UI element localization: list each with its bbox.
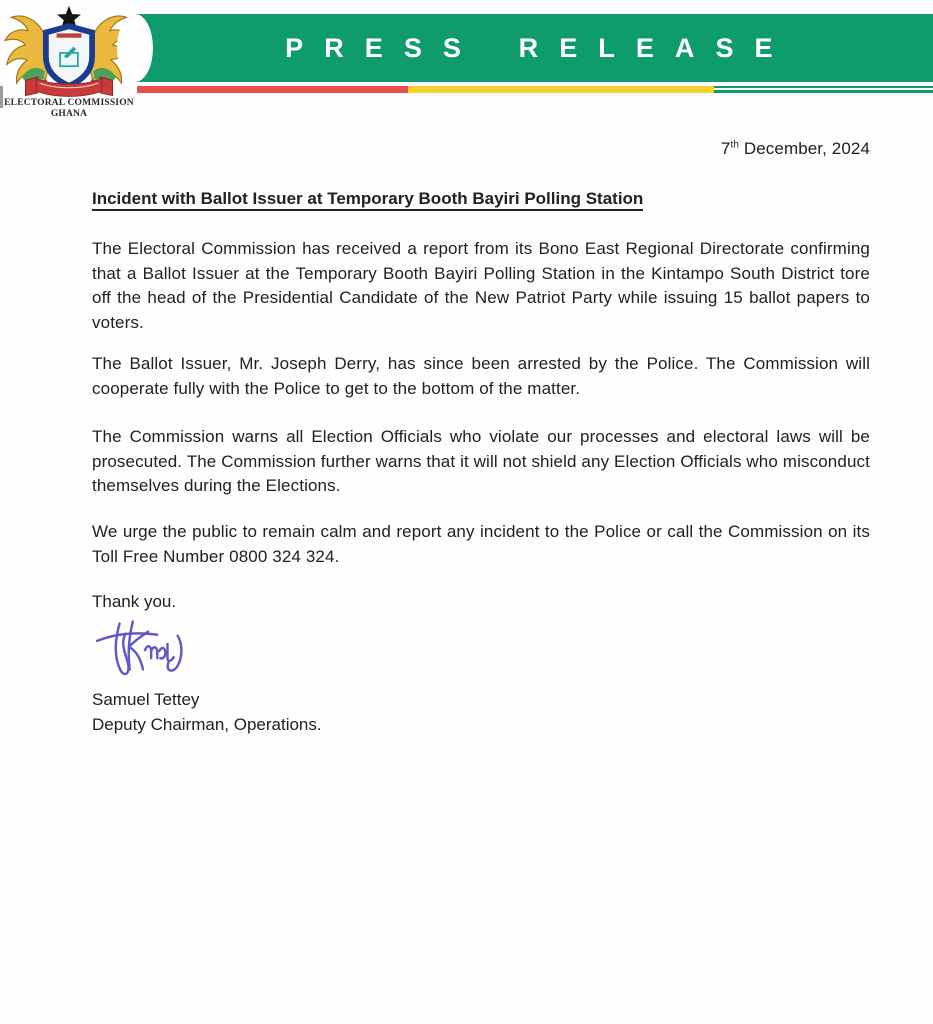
coat-of-arms-crest-icon [2,4,136,100]
signatory-role: Deputy Chairman, Operations. [92,714,322,734]
body-paragraph-3: The Commission warns all Election Officials who violate our processes and electoral laws will be prosecuted. The Commission further warns that it will not shield any Election Officials who misconduct themselves during the Elections. [92,427,870,495]
signature-image [92,613,194,683]
banner-title: PRESS RELEASE [285,32,794,63]
date-rest: December, 2024 [739,139,870,158]
date-ordinal-suffix: th [730,139,740,151]
stripe-red-segment [137,86,408,93]
org-name [0,98,138,120]
document-title: Incident with Ballot Issuer at Temporary Booth Bayiri Polling Station [92,189,870,209]
ec-ghana-logo [0,4,138,120]
stripe-yellow-segment [408,86,714,93]
org-name-line1: ELECTORAL COMMISSION [4,98,134,108]
signatory-name: Samuel Tettey [92,690,200,709]
stripe-green-segment [714,86,933,93]
signatory-block [92,688,322,737]
body-paragraph-1: The Electoral Commission has received a report from its Bono East Regional Directorate confirming that a Ballot Issuer at the Temporary Booth Bayiri Polling Station in the Kintampo South District tore off the head of the Presidential Candidate of the New Patriot Party while issuing 15 ballot papers to voters. [92,239,870,332]
scan-edge-artifact [0,86,3,108]
press-release-banner [135,14,933,82]
date-line [92,139,870,159]
body-paragraph-2: The Ballot Issuer, Mr. Joseph Derry, has since been arrested by the Police. The Commission will cooperate fully with the Police to get to the bottom of the matter. [92,354,870,398]
org-name-line2: GHANA [50,109,88,119]
closing-line: Thank you. [92,592,177,611]
body-paragraph-4: We urge the public to remain calm and report any incident to the Police or call the Commission on its Toll Free Number 0800 324 324. [92,522,870,566]
date-day: 7 [720,139,731,158]
flag-stripe [137,86,933,93]
